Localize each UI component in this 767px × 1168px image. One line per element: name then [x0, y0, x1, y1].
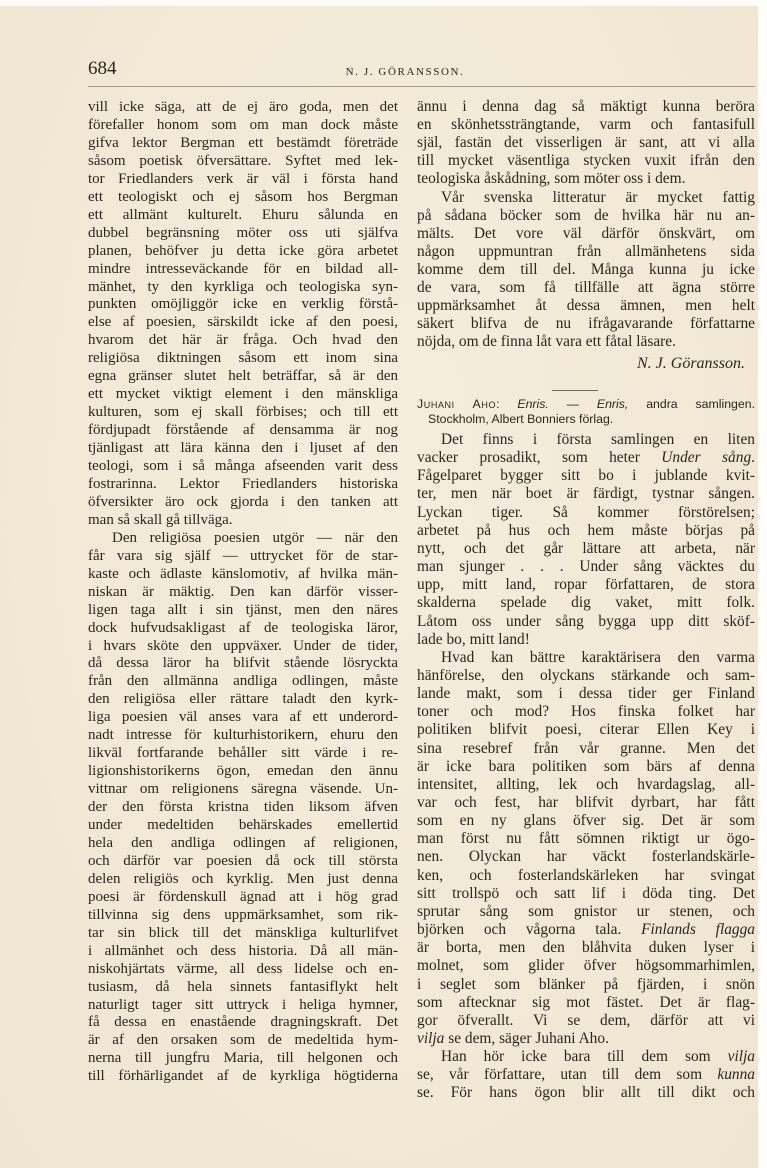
italic-text: Under sång — [661, 449, 752, 467]
text-line: från den allmänna andliga odlingen, måste — [88, 673, 398, 690]
page-number: 684 — [88, 58, 117, 79]
text-line: tjänligast att lära känna den i ljuset af den — [88, 440, 398, 457]
text-line: är af den orsaken som de medeltida hym- — [88, 1032, 398, 1049]
text-line: till förhärligandet af de kyrkliga högtiderna — [88, 1068, 398, 1085]
text-line: poesi är fördenskull ägnad att i hög grad — [88, 888, 398, 905]
text-line — [417, 1048, 755, 1066]
text-line: nerna till jungfru Maria, till helgonen och — [88, 1050, 398, 1067]
text-line: fördjupadt förstående af densamma är nog — [88, 422, 398, 439]
text-line: Den religiösa poesien utgör — när den — [112, 529, 398, 546]
header-rule — [88, 86, 755, 87]
text-line: dubbel begränsning möter oss uti själfva — [88, 224, 398, 241]
text-line: kulturen, som ej skall förbises; och till ett — [88, 404, 398, 421]
text-line: Låtom oss under sång bygga upp ditt sköf- — [417, 612, 755, 630]
text-line: man så skall gå tillväga. — [88, 511, 233, 528]
byline-publisher: Stockholm, Albert Bonniers förlag. — [428, 412, 614, 426]
signature: N. J. Göransson. — [636, 355, 745, 372]
text-segment: Han hör icke bara till dem som — [441, 1048, 728, 1066]
text-line: hvarom det här är fråga. Och hvad den — [88, 332, 398, 349]
text-line: under medeltiden behärskades emellertid — [88, 817, 398, 833]
book-page — [0, 6, 758, 1168]
text-line: ett allmänt kulturelt. Ehuru sålunda en — [88, 206, 398, 223]
text-segment: se, vår författare, utan till dem som — [417, 1066, 718, 1084]
text-line: komme dem till del. Många kunna ju icke — [417, 260, 755, 278]
text-line: ken, och fosterlandskärleken har svingat — [417, 866, 755, 884]
text-line: vittnar om religionens säregna väsende. Un- — [88, 781, 398, 798]
text-line: se. För hans ögon blir allt till dikt och — [417, 1084, 755, 1102]
text-line: en skönhetssträngtande, varm och fantasifull — [417, 116, 755, 134]
text-segment: björken och vågorna tala. — [417, 921, 642, 939]
text-line: else af poesien, särskildt icke af den poesi, — [88, 314, 398, 331]
text-line: niskan är mäktig. Den kan därför visser- — [88, 583, 398, 600]
text-line: Hvad kan bättre karaktärisera den varma — [441, 648, 755, 666]
text-line: nytt, och det går lättare att arbeta, när — [417, 539, 755, 557]
text-line: såsom poetisk öfversättare. Syftet med lek- — [88, 152, 398, 169]
text-line: man först nu fått sömnen riktigt ur ögo- — [417, 830, 755, 848]
text-line: den religiösa eller rättare taladt den kyrk- — [88, 691, 398, 708]
text-segment: . — [751, 449, 755, 467]
text-line: Vår svenska litteratur är mycket fattig — [441, 188, 755, 206]
italic-text: kunna — [717, 1066, 755, 1084]
text-line: teologi, som i så många afseenden varit dess — [88, 458, 398, 474]
text-line: upp, mitt land, ropar författaren, de stora — [417, 576, 755, 594]
text-line: mälts. Det vore väl därför önskvärt, om — [417, 224, 755, 242]
text-line: mindre intresseväckande för en bildad all- — [88, 260, 398, 277]
text-line — [417, 1066, 755, 1084]
text-line: till mycket väsentliga stycken vuxit ifrån den — [417, 152, 755, 170]
review-byline — [417, 397, 755, 412]
byline-author: Juhani Aho — [417, 397, 497, 411]
text-line — [417, 1030, 755, 1048]
text-line: som aftecknar sig mot fästet. Det är flag- — [417, 993, 755, 1011]
text-line: gor öfverallt. Vi se dem, därför att vi — [417, 1011, 755, 1029]
text-line: uppmärksamhet åt dessa ämnen, men helt — [417, 297, 755, 315]
text-line: får vara sig själf — uttrycket för de star- — [88, 547, 398, 564]
text-line: liga poesien väl anses vara af ett underord- — [88, 709, 398, 726]
text-line: punkten omöjliggör icke en verklig förstå- — [88, 296, 398, 313]
text-line: tillvinna sig dens uppmärksamhet, som rik- — [88, 906, 398, 923]
text-line: nadt intresse för kulturhistorikern, ehuru den — [88, 727, 398, 744]
text-line: är icke bara politiken som bärs af denna — [417, 757, 755, 775]
text-line: skalderna spelade dig vaket, mitt folk. — [417, 594, 755, 612]
text-line: mänhet, ty den kyrkliga och teologiska syn- — [88, 278, 398, 295]
text-line: molnet, som glider öfver högsommarhimlen, — [417, 957, 755, 975]
text-line: man sjunger . . . Under sång väcktes du — [417, 558, 755, 576]
text-line — [417, 449, 755, 467]
text-line: ligionshistorikerns ögon, emedan den ännu — [88, 763, 398, 780]
section-divider — [552, 390, 598, 391]
text-line: vill icke säga, att de ej äro goda, men det — [88, 99, 398, 115]
text-line: tar sin blick till det mänskliga kulturlifvet — [88, 924, 398, 941]
text-line: hänförelse, den olyckans stärkande och sam- — [417, 666, 755, 684]
text-line: på sådana böcker som de hvilka här nu an- — [417, 206, 755, 224]
text-line: naturligt tager sitt uttryck i heliga hymner, — [88, 996, 398, 1013]
byline-title: Enris. — [517, 397, 549, 411]
text-line: säkert blifva de nu ifrågavarande författarne — [417, 315, 755, 333]
byline-colon: : — [496, 397, 500, 411]
text-line: gifva lektor Bergman ett bestämdt företräde — [88, 134, 398, 151]
text-segment: vacker prosadikt, som heter — [417, 449, 662, 467]
text-line: ligen taga allt i sin tjänst, men den näres — [88, 601, 398, 618]
byline-title-2: Enris, — [596, 397, 629, 411]
text-line: då dessa läror ha blifvit stående lösryckta — [88, 655, 398, 672]
italic-text: Finlands flagga — [641, 921, 755, 939]
text-line: själ, fastän det visserligen är sant, att vi alla — [417, 134, 755, 152]
text-line: nöjda, om de finna låt vara ett fåtal läsare. — [417, 333, 676, 351]
text-segment: se dem, säger Juhani Aho. — [444, 1029, 609, 1047]
text-line: i allmänhet och dess historia. Då all män- — [88, 942, 398, 959]
text-line: delen religiös och kyrklig. Men just denna — [88, 870, 398, 887]
text-line: planen, behöfver ju detta icke göra arbetet — [88, 242, 398, 259]
text-line: ännu i denna dag så mäktigt kunna beröra — [417, 98, 755, 115]
text-line: som en ny glans öfver sig. Det är som — [417, 812, 755, 830]
text-line: få dessa en enastående dragningskraft. Det — [88, 1014, 398, 1031]
running-head: N. J. GÖRANSSON. — [345, 66, 465, 78]
text-line: niskohjärtats värme, all dess lidelse och en- — [88, 960, 398, 977]
text-line: ett mycket viktigt element i den mänskliga — [88, 386, 398, 403]
text-line: någon uppmuntran från allmänhetens sida — [417, 242, 755, 260]
text-line: i seglet som blänker på fjärden, i snön — [417, 975, 755, 993]
text-line: förefaller honom som om man dock måste — [88, 116, 398, 133]
text-line: och därför var poesien då ock till största — [88, 852, 398, 869]
text-line: Lyckan tiger. Så kommer förstörelsen; — [417, 503, 755, 521]
text-line: nen. Olyckan har väckt fosterlandskärle- — [417, 848, 755, 866]
text-line: dock hufvudsakligast af de teologiska läror, — [88, 619, 398, 636]
text-line — [417, 921, 755, 939]
text-line: hela den andliga odlingen af religionen, — [88, 834, 398, 851]
text-line: sprutar sång som gnistor ur stenen, och — [417, 902, 755, 920]
text-line: intensitet, allting, lek och hvardagslag, all- — [417, 775, 755, 793]
text-line: ter, men när boet är färdigt, tystnar sången. — [417, 485, 755, 503]
text-line: ett teologiskt och ej såsom hos Bergman — [88, 188, 398, 205]
italic-text: vilja — [417, 1029, 445, 1047]
text-line: i hvars sköte den uppväxer. Under de tider, — [88, 637, 398, 654]
text-line: tor Friedlanders verk är väl i första hand — [88, 170, 398, 187]
text-line: Det finns i första samlingen en liten — [441, 431, 755, 448]
text-line: de vara, som få tillfälle att ägna större — [417, 279, 755, 296]
text-line: egna gränser slutet helt beträffar, så är den — [88, 368, 398, 385]
text-line: arbetet på hus och hem måste börjas på — [417, 521, 755, 539]
italic-text: vilja — [727, 1048, 755, 1066]
text-line: var och fest, har blifvit dyrbart, har fått — [417, 794, 755, 811]
text-line: toner och mod? Hos finska folket har — [417, 703, 755, 721]
text-line: tusiasm, då hela sinnets fantasiflykt helt — [88, 978, 398, 995]
text-line: Fågelparet bygger sitt bo i jublande kvit- — [417, 467, 755, 485]
text-line: öfversikter äro ock gjorda i den tanken att — [88, 493, 398, 510]
text-line: är borta, men den blåhvita duken lyser i — [417, 939, 755, 957]
byline-dash: — — [548, 397, 597, 411]
text-line: teologiska åskådning, som möter oss i dem. — [417, 170, 686, 188]
text-line: sina resebref från vår granne. Men det — [417, 739, 755, 757]
text-line: fostrarinna. Lektor Friedlanders historiska — [88, 475, 398, 492]
byline-edition: andra samlingen. — [628, 397, 755, 411]
text-line: lande makt, som i dessa tider ger Finland — [417, 685, 755, 703]
text-line: lade bo, mitt land! — [417, 630, 530, 648]
text-line: religiösa diktningen såsom ett inom sina — [88, 350, 398, 367]
text-line: kaste och ädlaste känslomotiv, af hvilka män- — [88, 565, 398, 582]
text-line: politiken blifvit poesi, citerar Ellen Key i — [417, 721, 755, 739]
text-line: likväl fortfarande behåller sitt värde i re- — [88, 745, 398, 762]
text-line: der den första kristna tiden liksom äfven — [88, 799, 398, 816]
text-line: sitt trollspö och satt lif i döda ting. Det — [417, 884, 755, 902]
